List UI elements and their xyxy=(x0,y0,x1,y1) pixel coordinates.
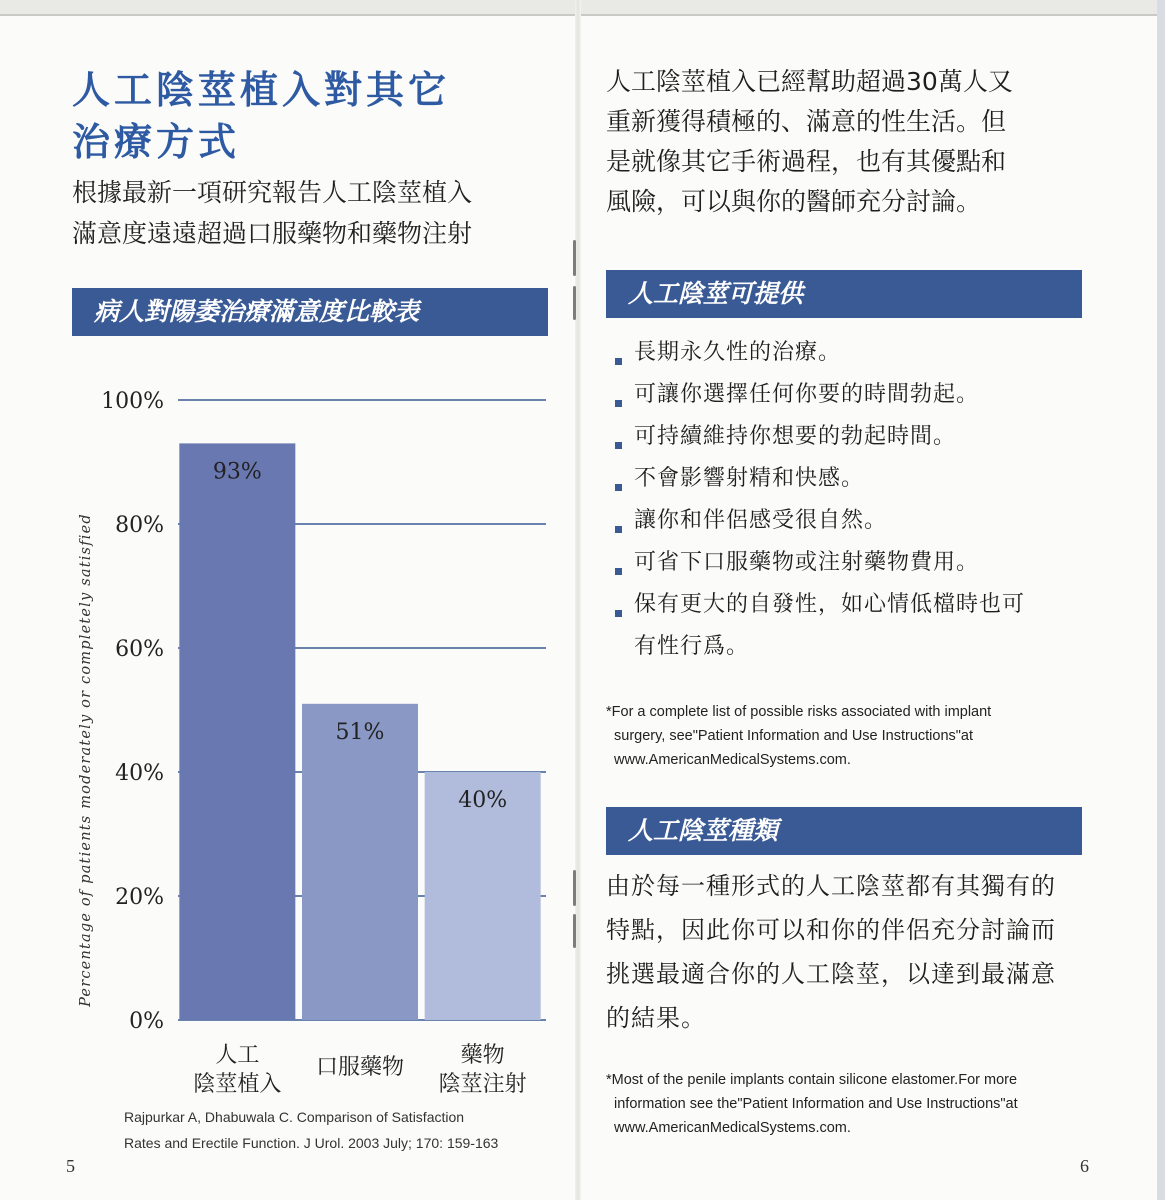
staple-bottom-2 xyxy=(573,914,576,948)
types-line-1: 由於每一種形式的人工陰莖都有其獨有的 xyxy=(606,872,1056,900)
left-intro-line-1: 根據最新一項研究報告人工陰莖植入 xyxy=(72,178,473,207)
types-line-3: 挑選最適合你的人工陰莖，以達到最滿意 xyxy=(606,960,1056,988)
material-note xyxy=(606,1068,1086,1140)
benefit-item xyxy=(612,374,1087,416)
benefit-text-continued: 有性行爲。 xyxy=(634,634,750,659)
category-label: 陰莖注射 xyxy=(438,1072,527,1097)
chart-header: 病人對陽萎治療滿意度比較表 xyxy=(72,288,548,336)
benefits-list xyxy=(612,332,1087,668)
right-intro-line-4: 風險，可以與你的醫師充分討論。 xyxy=(606,187,982,216)
value-label: 51% xyxy=(335,719,385,745)
ytick-label: 40% xyxy=(115,761,164,786)
ytick-label: 60% xyxy=(115,637,164,662)
ytick-label: 80% xyxy=(115,513,164,538)
benefit-item xyxy=(612,458,1087,500)
square-bullet-icon xyxy=(615,442,622,449)
staple-top-2 xyxy=(573,286,576,320)
benefit-text: 長期永久性的治療。 xyxy=(634,340,842,365)
square-bullet-icon xyxy=(615,610,622,617)
left-intro xyxy=(72,172,562,254)
benefit-text: 可省下口服藥物或注射藥物費用。 xyxy=(634,550,980,575)
square-bullet-icon xyxy=(615,358,622,365)
benefit-text: 不會影響射精和快感。 xyxy=(634,466,865,491)
risk-note-line-1: *For a complete list of possible risks associated with implant xyxy=(606,704,992,720)
staple-bottom-1 xyxy=(573,870,576,906)
risk-note-line-2: surgery, see"Patient Information and Use Instructions"at xyxy=(614,728,974,744)
title-line-2: 治療方式 xyxy=(72,120,241,164)
risk-note-line-3: www.AmericanMedicalSystems.com. xyxy=(614,752,851,768)
benefit-item xyxy=(612,542,1087,584)
material-note-line-2: information see the"Patient Information and Use Instructions"at xyxy=(614,1096,1018,1112)
square-bullet-icon xyxy=(615,526,622,533)
square-bullet-icon xyxy=(615,568,622,575)
category-label: 藥物 xyxy=(460,1043,505,1068)
square-bullet-icon xyxy=(615,484,622,491)
left-intro-line-2: 滿意度遠遠超過口服藥物和藥物注射 xyxy=(72,219,473,248)
chart-category-labels xyxy=(193,1043,526,1097)
benefit-item xyxy=(612,332,1087,374)
benefit-text: 讓你和伴侶感受很自然。 xyxy=(634,508,888,533)
chart-ylabel: Percentage of patients moderately or completely satisfied xyxy=(78,513,94,1007)
benefits-header: 人工陰莖可提供 xyxy=(606,270,1082,318)
right-intro-line-3: 是就像其它手術過程，也有其優點和 xyxy=(606,147,1007,176)
ytick-label: 0% xyxy=(129,1009,164,1034)
right-intro xyxy=(606,62,1096,222)
right-intro-line-1: 人工陰莖植入已經幫助超過30萬人又 xyxy=(606,67,1013,96)
types-header: 人工陰莖種類 xyxy=(606,807,1082,855)
page-number-right: 6 xyxy=(1080,1156,1089,1176)
benefit-item xyxy=(612,500,1087,542)
types-paragraph xyxy=(606,864,1096,1040)
page-right-edge xyxy=(1157,0,1165,1200)
page-top-edge xyxy=(0,0,1165,14)
ytick-label: 100% xyxy=(101,389,164,414)
title-line-1: 人工陰莖植入對其它 xyxy=(72,68,451,112)
citation-line-1: Rajpurkar A, Dhabuwala C. Comparison of Satisfaction xyxy=(124,1109,465,1125)
bar xyxy=(302,704,418,1020)
risk-note xyxy=(606,700,1076,772)
benefit-item xyxy=(612,416,1087,458)
benefit-text: 可持續維持你想要的勃起時間。 xyxy=(634,424,957,449)
benefit-item xyxy=(612,584,1087,668)
value-label: 40% xyxy=(458,788,508,813)
staple-top-1 xyxy=(573,240,576,276)
booklet-spine xyxy=(575,0,581,1200)
citation xyxy=(124,1104,564,1156)
material-note-line-1: *Most of the penile implants contain silicone elastomer.For more xyxy=(606,1072,1018,1088)
citation-line-2: Rates and Erectile Function. J Urol. 2003 July; 170: 159-163 xyxy=(124,1135,499,1151)
page-number-left: 5 xyxy=(66,1156,75,1176)
types-line-2: 特點，因此你可以和你的伴侶充分討論而 xyxy=(606,916,1056,944)
square-bullet-icon xyxy=(615,400,622,407)
category-label: 陰莖植入 xyxy=(193,1072,282,1097)
page-top-shadow xyxy=(0,14,1165,16)
ytick-label: 20% xyxy=(115,885,164,910)
chart-ytick-labels xyxy=(101,389,164,1034)
category-label: 人工 xyxy=(215,1043,260,1068)
types-line-4: 的結果。 xyxy=(606,1004,706,1032)
category-label: 口服藥物 xyxy=(315,1055,405,1080)
benefit-text: 保有更大的自發性，如心情低檔時也可 xyxy=(634,592,1026,617)
page-title xyxy=(72,64,450,168)
value-label: 93% xyxy=(212,459,262,485)
bar xyxy=(179,443,295,1020)
benefit-text: 可讓你選擇任何你要的時間勃起。 xyxy=(634,382,980,407)
satisfaction-chart xyxy=(60,370,560,1100)
right-intro-line-2: 重新獲得積極的、滿意的性生活。但 xyxy=(606,107,1007,136)
material-note-line-3: www.AmericanMedicalSystems.com. xyxy=(614,1120,851,1136)
